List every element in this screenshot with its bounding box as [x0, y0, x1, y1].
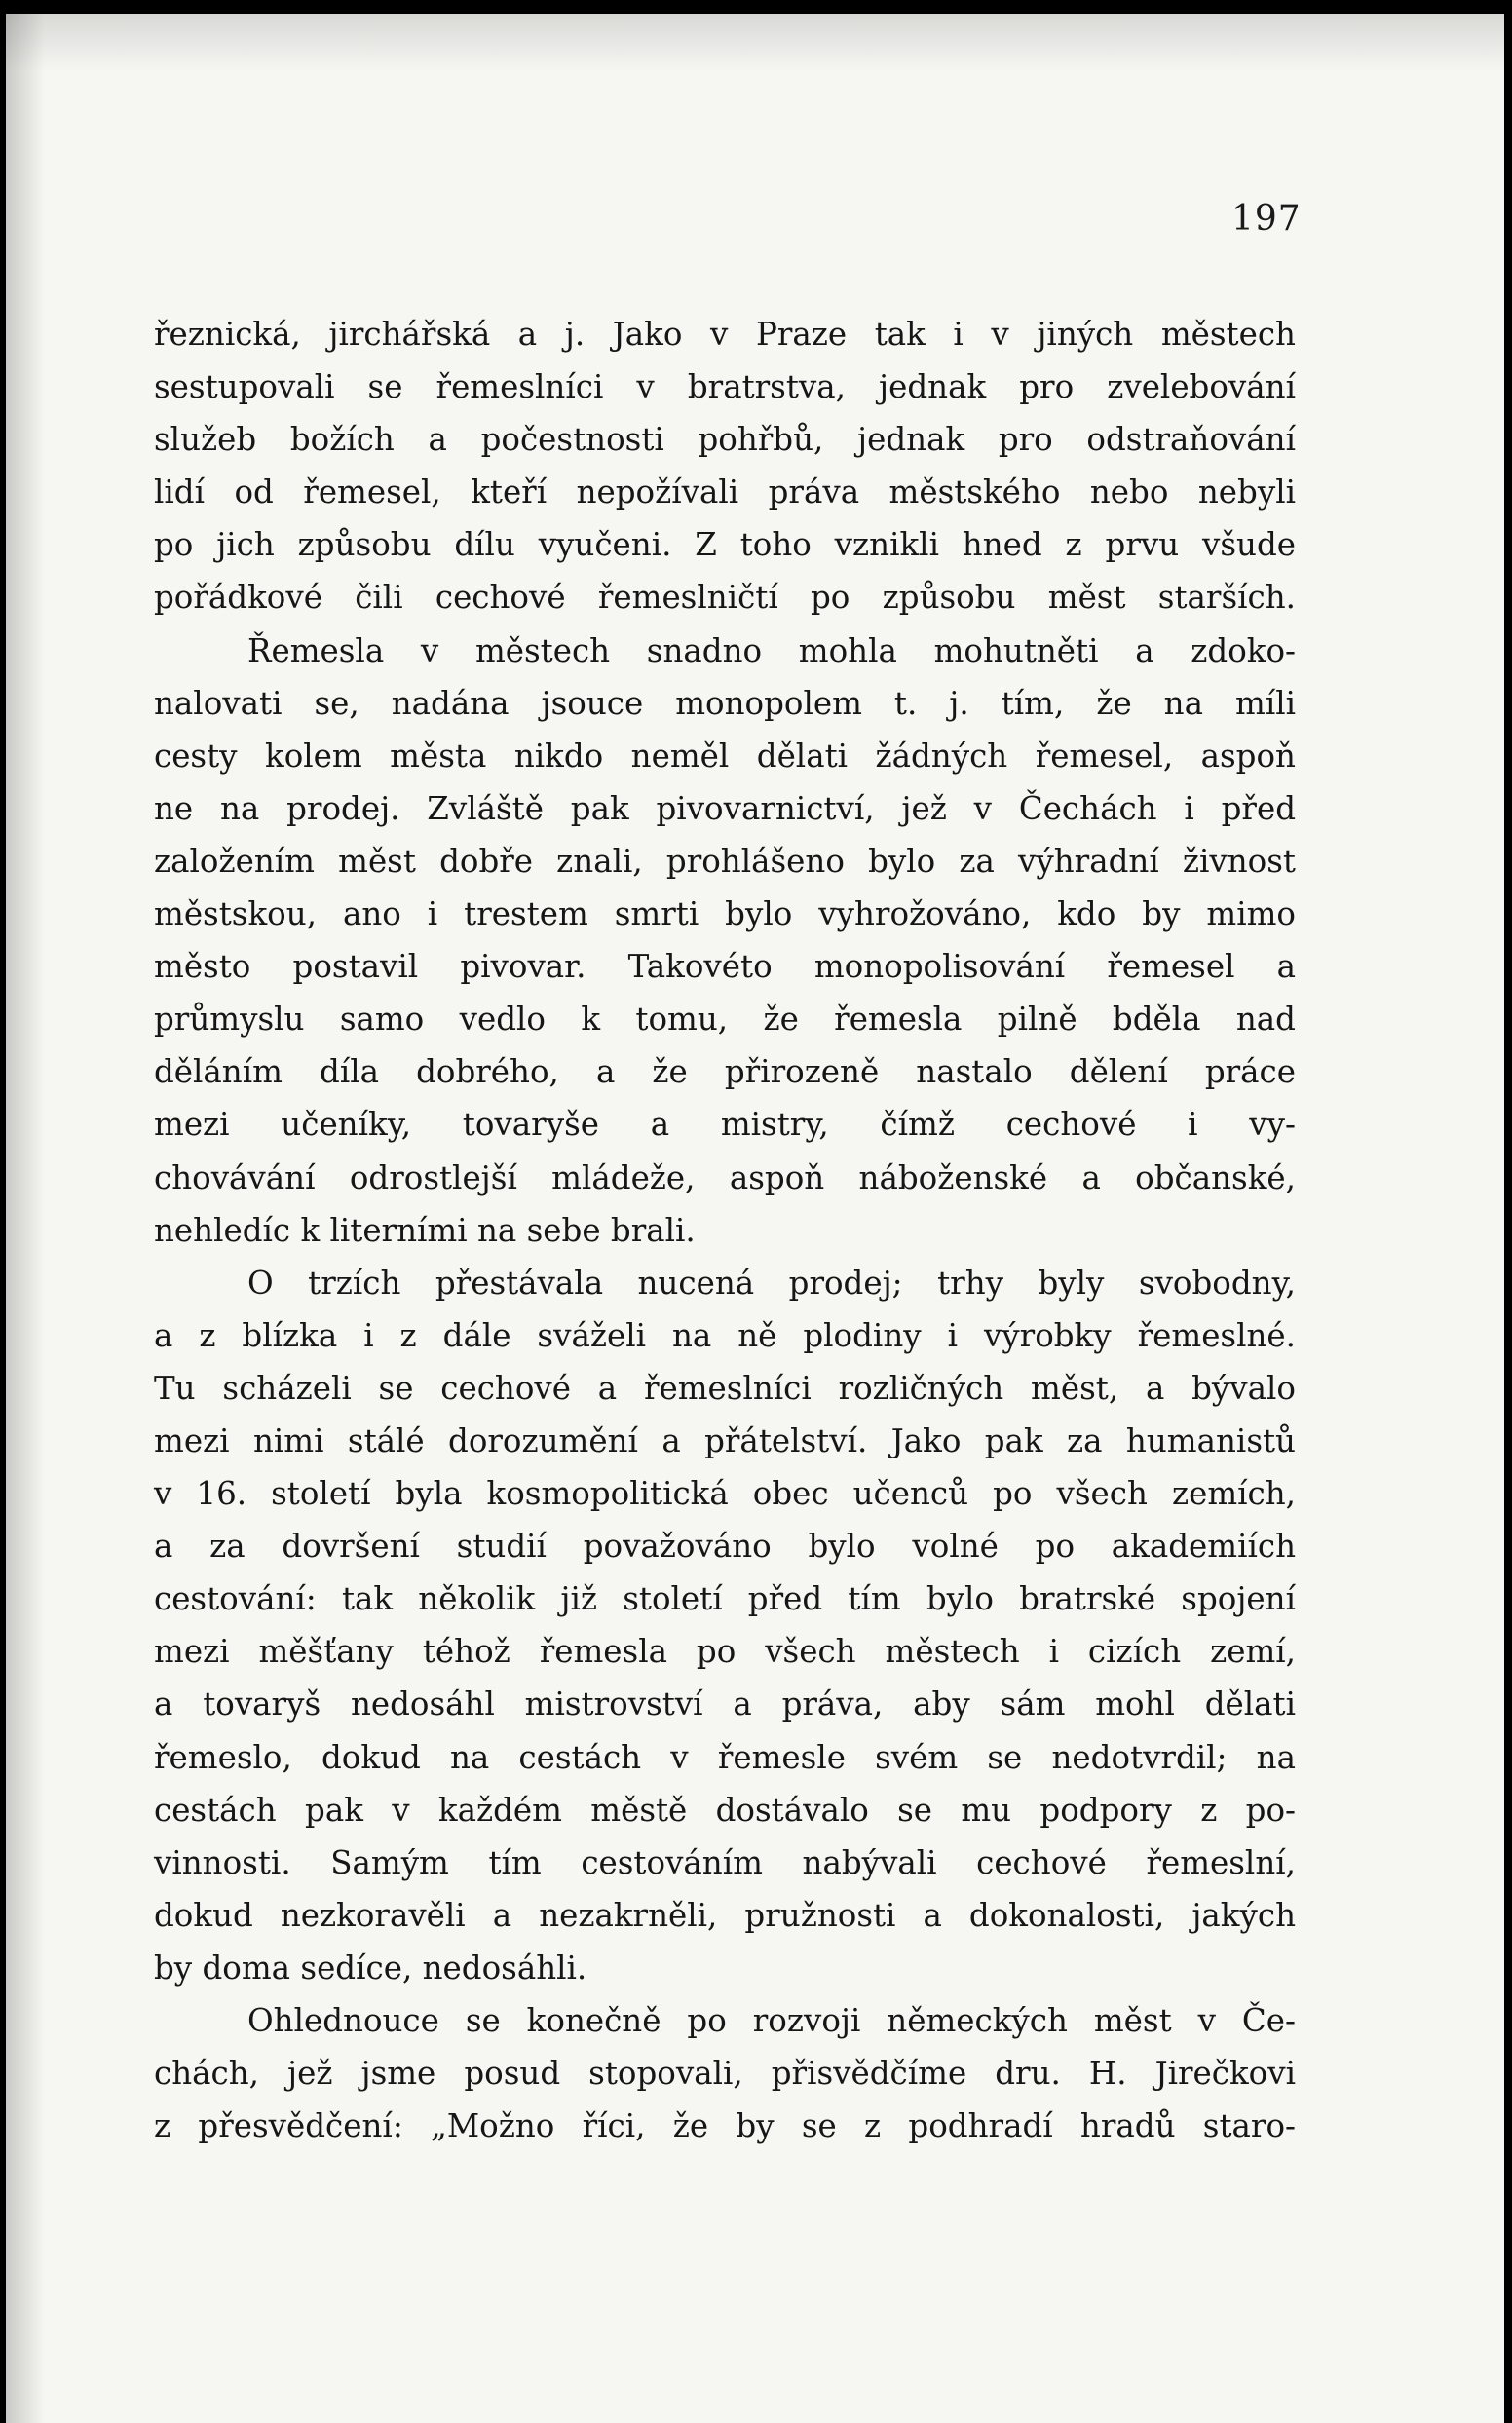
text-line: mezi nimi stálé dorozumění a přátelství. Jako pak za humanistů: [154, 1421, 1296, 1459]
text-line: chovávání odrostlejší mládeže, aspoň náboženské a občanské,: [154, 1158, 1296, 1196]
text-line: a za dovršení studií považováno bylo volné po akademiích: [154, 1528, 1296, 1566]
text-line: město postavil pivovar. Takovéto monopolisování řemesel a: [154, 948, 1296, 986]
text-line: by doma sedíce, nedosáhli.: [154, 1949, 587, 1987]
text-line: lidí od řemesel, kteří nepožívali práva městského nebo nebyli: [154, 473, 1296, 511]
page-number: 197: [1231, 199, 1302, 239]
text-line: nalovati se, nadána jsouce monopolem t. j. tím, že na míli: [154, 684, 1296, 722]
text-line: pořádkové čili cechové řemeslničtí po způsobu měst starších.: [154, 579, 1296, 617]
text-line: chách, jež jsme posud stopovali, přisvědčíme dru. H. Jirečkovi: [154, 2055, 1296, 2093]
text-line: služeb božích a počestnosti pohřbů, jednak pro odstraňování: [154, 421, 1296, 459]
page-top-shadow: [6, 14, 1504, 72]
text-line: řemeslo, dokud na cestách v řemesle svém se nedotvrdil; na: [154, 1738, 1296, 1776]
text-line: řeznická, jirchářská a j. Jako v Praze tak i v jiných městech: [154, 316, 1296, 353]
text-line: vinnosti. Samým tím cestováním nabývali cechové řemeslní,: [154, 1843, 1296, 1881]
text-line: Ohlednouce se konečně po rozvoji německých měst v Če-: [247, 2002, 1296, 2039]
text-line: mezi měšťany téhož řemesla po všech městech i cizích zemí,: [154, 1633, 1296, 1671]
text-line: O trzích přestávala nucená prodej; trhy byly svobodny,: [247, 1264, 1296, 1302]
text-line: děláním díla dobrého, a že přirozeně nastalo dělení práce: [154, 1053, 1296, 1091]
text-line: městskou, ano i trestem smrti bylo vyhrožováno, kdo by mimo: [154, 895, 1296, 933]
book-page: [6, 14, 1504, 2423]
text-line: dokud nezkoravěli a nezakrněli, pružnosti a dokonalosti, jakých: [154, 1896, 1296, 1934]
text-line: a tovaryš nedosáhl mistrovství a práva, aby sám mohl dělati: [154, 1685, 1296, 1723]
text-line: a z blízka i z dále sváželi na ně plodiny i výrobky řemeslné.: [154, 1316, 1296, 1354]
text-line: ne na prodej. Zvláště pak pivovarnictví, jež v Čechách i před: [154, 789, 1296, 827]
text-line: cesty kolem města nikdo neměl dělati žádných řemesel, aspoň: [154, 737, 1296, 775]
text-line: průmyslu samo vedlo k tomu, že řemesla pilně bděla nad: [154, 1001, 1296, 1039]
text-line: v 16. století byla kosmopolitická obec učenců po všech zemích,: [154, 1475, 1296, 1513]
text-line: po jich způsobu dílu vyučeni. Z toho vznikli hned z prvu všude: [154, 526, 1296, 564]
body-text: [154, 308, 1296, 2152]
text-line: založením měst dobře znali, prohlášeno bylo za výhradní živnost: [154, 842, 1296, 880]
text-line: sestupovali se řemeslníci v bratrstva, jednak pro zvelebování: [154, 368, 1296, 406]
text-line: Tu scházeli se cechové a řemeslníci rozličných měst, a bývalo: [154, 1369, 1296, 1407]
page-edge-shadow: [6, 14, 45, 2423]
text-line: cestování: tak několik již století před tím bylo bratrské spojení: [154, 1580, 1296, 1618]
text-line: nehledíc k literními na sebe brali.: [154, 1211, 696, 1249]
text-line: Řemesla v městech snadno mohla mohutněti a zdoko-: [247, 631, 1296, 669]
text-line: cestách pak v každém městě dostávalo se mu podpory z po-: [154, 1791, 1296, 1829]
text-line: z přesvědčení: „Možno říci, že by se z podhradí hradů staro-: [154, 2107, 1296, 2145]
text-line: mezi učeníky, tovaryše a mistry, čímž cechové i vy-: [154, 1106, 1296, 1144]
